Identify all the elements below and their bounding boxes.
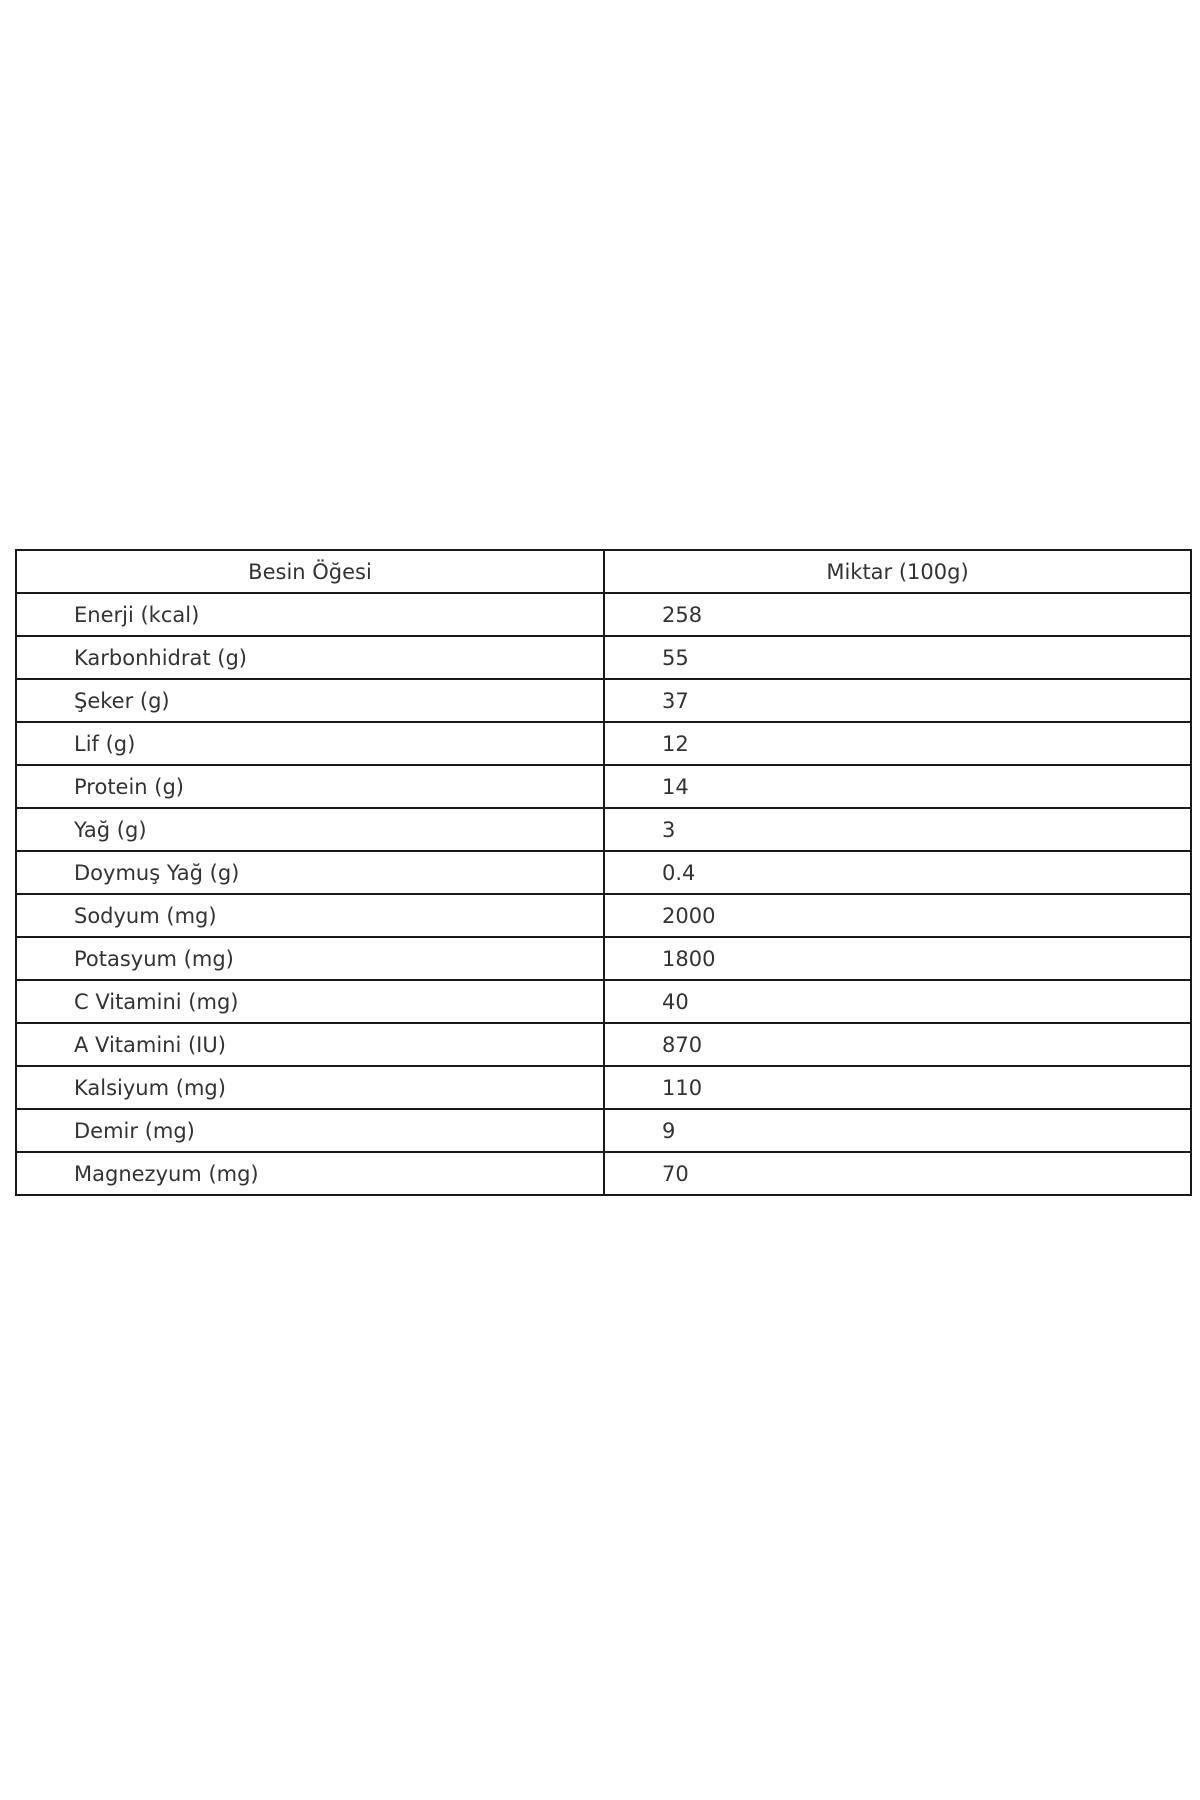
table-row (16, 765, 1191, 808)
nutrient-amount-cell: 55 (604, 636, 1191, 679)
table-row (16, 937, 1191, 980)
table-row (16, 894, 1191, 937)
table-row (16, 851, 1191, 894)
nutrient-name-cell: Magnezyum (mg) (16, 1152, 604, 1195)
nutrient-amount-cell: 70 (604, 1152, 1191, 1195)
table-row (16, 636, 1191, 679)
nutrient-amount-cell: 3 (604, 808, 1191, 851)
table-body (16, 593, 1191, 1195)
table-row (16, 980, 1191, 1023)
nutrient-name-cell: Protein (g) (16, 765, 604, 808)
nutrient-amount-cell: 2000 (604, 894, 1191, 937)
table-row (16, 1109, 1191, 1152)
nutrient-name-cell: Demir (mg) (16, 1109, 604, 1152)
nutrient-amount-cell: 1800 (604, 937, 1191, 980)
column-header-amount: Miktar (100g) (604, 550, 1191, 593)
table-row (16, 808, 1191, 851)
nutrient-amount-cell: 110 (604, 1066, 1191, 1109)
column-header-nutrient: Besin Öğesi (16, 550, 604, 593)
nutrient-name-cell: Enerji (kcal) (16, 593, 604, 636)
table-row (16, 722, 1191, 765)
nutrient-name-cell: A Vitamini (IU) (16, 1023, 604, 1066)
table-row (16, 1066, 1191, 1109)
nutrient-name-cell: Doymuş Yağ (g) (16, 851, 604, 894)
nutrient-amount-cell: 40 (604, 980, 1191, 1023)
nutrient-name-cell: Sodyum (mg) (16, 894, 604, 937)
nutrient-name-cell: Potasyum (mg) (16, 937, 604, 980)
nutrient-amount-cell: 0.4 (604, 851, 1191, 894)
table-row (16, 679, 1191, 722)
nutrient-amount-cell: 12 (604, 722, 1191, 765)
table-header-row (16, 550, 1191, 593)
nutrient-name-cell: Yağ (g) (16, 808, 604, 851)
nutrient-amount-cell: 870 (604, 1023, 1191, 1066)
nutrient-name-cell: Şeker (g) (16, 679, 604, 722)
nutrient-amount-cell: 14 (604, 765, 1191, 808)
nutrient-amount-cell: 37 (604, 679, 1191, 722)
nutrient-amount-cell: 258 (604, 593, 1191, 636)
table-row (16, 1023, 1191, 1066)
nutrition-table (15, 549, 1192, 1196)
nutrient-name-cell: Lif (g) (16, 722, 604, 765)
table-row (16, 593, 1191, 636)
nutrient-name-cell: Kalsiyum (mg) (16, 1066, 604, 1109)
table-row (16, 1152, 1191, 1195)
nutrient-amount-cell: 9 (604, 1109, 1191, 1152)
nutrient-name-cell: C Vitamini (mg) (16, 980, 604, 1023)
nutrient-name-cell: Karbonhidrat (g) (16, 636, 604, 679)
